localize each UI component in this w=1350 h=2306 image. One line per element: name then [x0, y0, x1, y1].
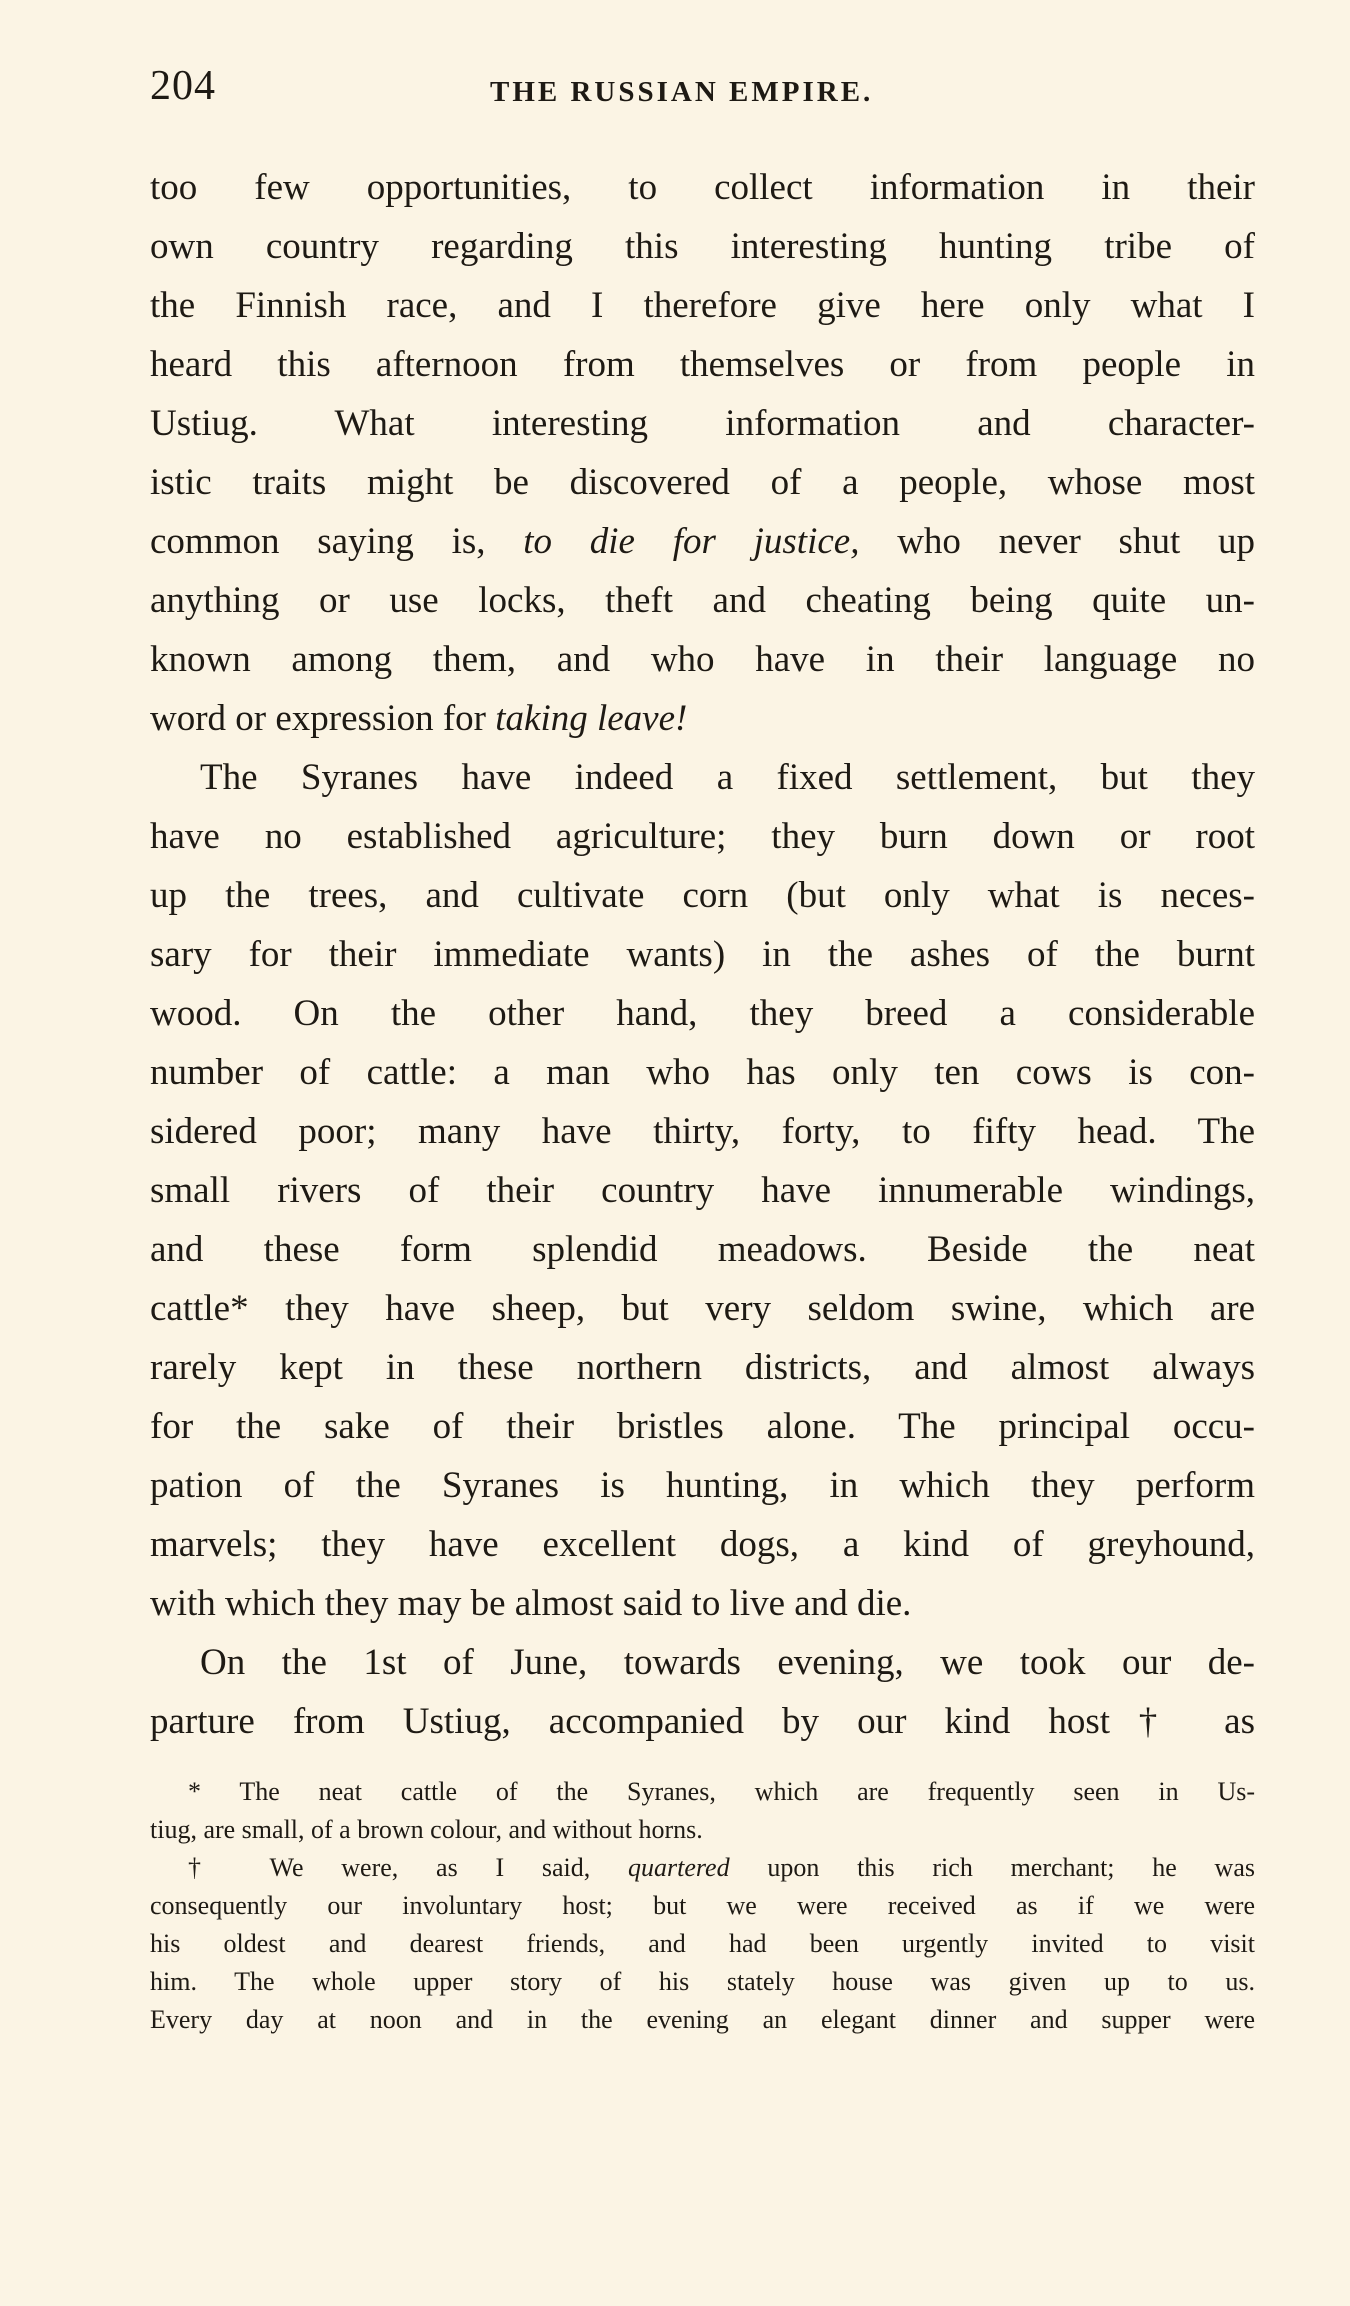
text-line: for the sake of their bristles alone. The principal occu- [150, 1406, 1255, 1447]
text-line: sary for their immediate wants) in the ashes of the burnt [150, 934, 1255, 975]
text-line: The Syranes have indeed a fixed settlement, but they [200, 757, 1255, 798]
footnote-line: * The neat cattle of the Syranes, which are frequently seen in Us- [188, 1777, 1255, 1806]
text-line: heard this afternoon from themselves or from people in [150, 344, 1255, 385]
text-line: the Finnish race, and I therefore give here only what I [150, 285, 1255, 326]
text-span: † We were, as I said, [188, 1853, 628, 1882]
italic-phrase: to die for justice, [523, 521, 860, 562]
text-line: wood. On the other hand, they breed a considerable [150, 993, 1255, 1034]
text-line: small rivers of their country have innumerable windings, [150, 1170, 1255, 1211]
text-line: anything or use locks, theft and cheating being quite un- [150, 580, 1255, 621]
page-number: 204 [150, 63, 216, 109]
text-line: number of cattle: a man who has only ten cows is con- [150, 1052, 1255, 1093]
text-line: too few opportunities, to collect information in their [150, 167, 1255, 208]
text-line: up the trees, and cultivate corn (but only what is neces- [150, 875, 1255, 916]
footnotes [150, 1773, 1255, 2039]
italic-phrase: quartered [628, 1853, 730, 1882]
text-line: istic traits might be discovered of a people, whose most [150, 462, 1255, 503]
text-span: common saying is, [150, 521, 524, 562]
main-text [150, 158, 1255, 1751]
footnote-line [150, 1849, 1255, 1887]
text-line: marvels; they have excellent dogs, a kind of greyhound, [150, 1524, 1255, 1565]
text-line: rarely kept in these northern districts, and almost always [150, 1347, 1255, 1388]
text-line: known among them, and who have in their language no [150, 639, 1255, 680]
text-line: with which they may be almost said to live and die. [150, 1583, 912, 1624]
text-line: have no established agriculture; they burn down or root [150, 816, 1255, 857]
footnote-line: Every day at noon and in the evening an elegant dinner and supper were [150, 2005, 1255, 2034]
footnote-line: him. The whole upper story of his stately house was given up to us. [150, 1967, 1255, 1996]
text-span: word or expression for [150, 698, 496, 739]
text-line: cattle* they have sheep, but very seldom swine, which are [150, 1288, 1255, 1329]
text-line: own country regarding this interesting hunting tribe of [150, 226, 1255, 267]
text-line: and these form splendid meadows. Beside the neat [150, 1229, 1255, 1270]
running-title: THE RUSSIAN EMPIRE. [490, 76, 874, 108]
text-line: sidered poor; many have thirty, forty, to fifty head. The [150, 1111, 1255, 1152]
text-line: On the 1st of June, towards evening, we took our de- [200, 1642, 1255, 1683]
text-span: upon this rich merchant; he was [729, 1853, 1255, 1882]
text-line: pation of the Syranes is hunting, in which they perform [150, 1465, 1255, 1506]
text-line [150, 689, 1255, 748]
footnote-line: tiug, are small, of a brown colour, and without horns. [150, 1815, 703, 1844]
text-span: who never shut up [859, 521, 1255, 562]
text-line: parture from Ustiug, accompanied by our kind host† as [150, 1701, 1255, 1742]
text-line [150, 512, 1255, 571]
footnote-line: his oldest and dearest friends, and had been urgently invited to visit [150, 1929, 1255, 1958]
page-header [150, 62, 1260, 122]
footnote-line: consequently our involuntary host; but we were received as if we were [150, 1891, 1255, 1920]
text-line: Ustiug. What interesting information and character- [150, 403, 1255, 444]
italic-phrase: taking leave! [495, 698, 688, 739]
